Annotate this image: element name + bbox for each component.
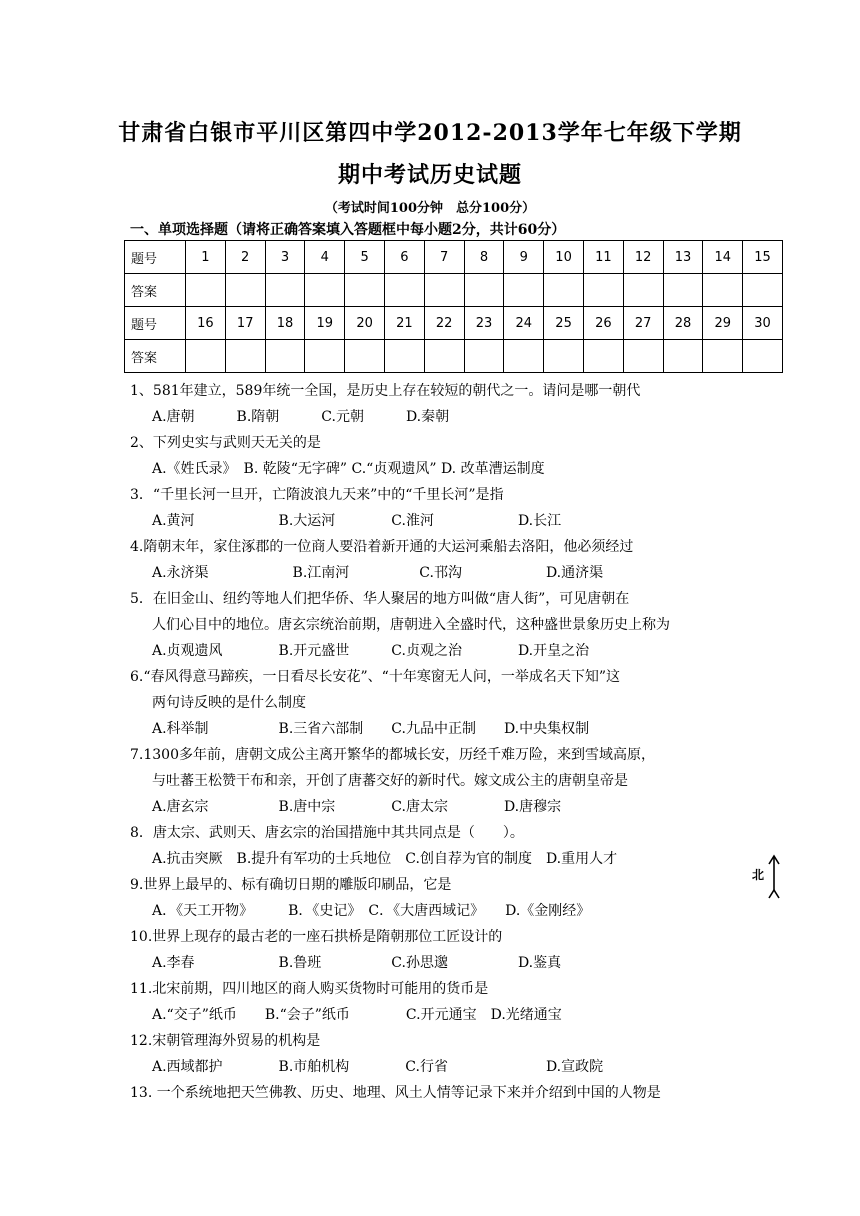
question-options: A.“交子”纸币 B.“会子”纸币 C.开元通宝 D.光绪通宝 [152, 1007, 562, 1023]
answer-cell[interactable] [544, 340, 584, 373]
title-line-2: 期中考试历史试题 [337, 162, 522, 188]
question-number-cell: 1 [186, 241, 226, 274]
answer-cell[interactable] [265, 274, 305, 307]
question-number-cell: 2 [225, 241, 265, 274]
question-item [130, 742, 770, 820]
question-number-cell: 5 [345, 241, 385, 274]
answer-cell[interactable] [186, 274, 226, 307]
compass-label: 北 [752, 868, 765, 882]
question-options: A.永济渠 B.江南河 C.邗沟 D.通济渠 [152, 565, 604, 581]
answer-cell[interactable] [186, 340, 226, 373]
answer-table [124, 240, 783, 373]
question-number-cell: 12 [623, 241, 663, 274]
question-options: A.李春 B.鲁班 C.孙思邈 D.鉴真 [152, 955, 562, 971]
question-options: A.《姓氏录》 B. 乾陵“无字碑” C.“贞观遗风” D. 改革漕运制度 [152, 461, 545, 477]
question-item [130, 664, 770, 742]
question-text: 6.“春风得意马蹄疾，一日看尽长安花”、“十年寒窗无人问，一举成名天下知”这 [130, 669, 620, 685]
answer-cell[interactable] [424, 340, 464, 373]
question-text: 两句诗反映的是什么制度 [152, 695, 306, 711]
question-number-cell: 10 [544, 241, 584, 274]
question-text: 12.宋朝管理海外贸易的机构是 [130, 1033, 321, 1049]
question-number-cell: 29 [703, 307, 743, 340]
question-number-cell: 8 [464, 241, 504, 274]
question-list [130, 378, 770, 1106]
question-number-cell: 17 [225, 307, 265, 340]
answer-cell[interactable] [743, 340, 783, 373]
table-row-numbers [125, 241, 783, 274]
question-item [130, 1028, 770, 1080]
question-options: A.贞观遗风 B.开元盛世 C.贞观之治 D.开皇之治 [152, 643, 590, 659]
question-text: 13. 一个系统地把天竺佛教、历史、地理、风土人情等记录下来并介绍到中国的人物是 [130, 1085, 661, 1101]
question-number-cell: 19 [305, 307, 345, 340]
answer-cell[interactable] [623, 340, 663, 373]
question-number-cell: 11 [583, 241, 623, 274]
question-number-cell: 25 [544, 307, 584, 340]
answer-cell[interactable] [345, 340, 385, 373]
question-options: A.黄河 B.大运河 C.淮河 D.长江 [152, 513, 562, 529]
question-item [130, 482, 770, 534]
question-number-cell: 14 [703, 241, 743, 274]
answer-cell[interactable] [703, 340, 743, 373]
question-number-cell: 7 [424, 241, 464, 274]
answer-cell[interactable] [583, 274, 623, 307]
answer-cell[interactable] [305, 274, 345, 307]
question-number-cell: 21 [384, 307, 424, 340]
question-item [130, 534, 770, 586]
question-text: 10.世界上现存的最古老的一座石拱桥是隋朝那位工匠设计的 [130, 929, 503, 945]
row-label-number: 题号 [125, 307, 186, 340]
question-item [130, 430, 770, 482]
question-text: 与吐蕃王松赞干布和亲，开创了唐蕃交好的新时代。嫁文成公主的唐朝皇帝是 [152, 773, 628, 789]
question-text: 9.世界上最早的、标有确切日期的雕版印刷品，它是 [130, 877, 452, 893]
question-number-cell: 15 [743, 241, 783, 274]
question-number-cell: 22 [424, 307, 464, 340]
question-text: 1、581年建立，589年统一全国，是历史上存在较短的朝代之一。请问是哪一朝代 [130, 383, 641, 399]
question-number-cell: 28 [663, 307, 703, 340]
question-number-cell: 30 [743, 307, 783, 340]
question-text: 8．唐太宗、武则天、唐玄宗的治国措施中其共同点是（ ）。 [130, 825, 524, 841]
question-options: A.唐朝 B.隋朝 C.元朝 D.秦朝 [152, 409, 450, 425]
answer-cell[interactable] [384, 340, 424, 373]
question-options: A.唐玄宗 B.唐中宗 C.唐太宗 D.唐穆宗 [152, 799, 562, 815]
answer-cell[interactable] [703, 274, 743, 307]
question-item [130, 924, 770, 976]
question-options: A.西域都护 B.市舶机构 C.行省 D.宣政院 [152, 1059, 604, 1075]
answer-cell[interactable] [663, 274, 703, 307]
answer-cell[interactable] [464, 274, 504, 307]
answer-cell[interactable] [663, 340, 703, 373]
question-number-cell: 9 [504, 241, 544, 274]
exam-info: （考试时间100分钟 总分100分） [324, 201, 536, 216]
question-text: 7.1300多年前，唐朝文成公主离开繁华的都城长安，历经千难万险，来到雪域高原， [130, 747, 655, 763]
answer-cell[interactable] [623, 274, 663, 307]
question-number-cell: 27 [623, 307, 663, 340]
question-number-cell: 18 [265, 307, 305, 340]
question-options: A.抗击突厥 B.提升有军功的士兵地位 C.创自荐为官的制度 D.重用人才 [152, 851, 618, 867]
row-label-answer: 答案 [125, 274, 186, 307]
question-text: 4.隋朝末年，家住涿郡的一位商人要沿着新开通的大运河乘船去洛阳，他必须经过 [130, 539, 634, 555]
question-options: A．《天工开物》 B．《史记》 C．《大唐西域记》 D.《金刚经》 [152, 903, 591, 919]
answer-cell[interactable] [225, 274, 265, 307]
answer-cell[interactable] [225, 340, 265, 373]
answer-cell[interactable] [265, 340, 305, 373]
answer-cell[interactable] [384, 274, 424, 307]
answer-cell[interactable] [504, 274, 544, 307]
answer-cell[interactable] [743, 274, 783, 307]
question-number-cell: 3 [265, 241, 305, 274]
question-text: 2、下列史实与武则天无关的是 [130, 435, 321, 451]
answer-cell[interactable] [305, 340, 345, 373]
question-text: 3．“千里长河一旦开，亡隋波浪九天来”中的“千里长河”是指 [130, 487, 504, 503]
question-item [130, 872, 770, 924]
question-number-cell: 4 [305, 241, 345, 274]
question-number-cell: 6 [384, 241, 424, 274]
answer-cell[interactable] [583, 340, 623, 373]
row-label-answer: 答案 [125, 340, 186, 373]
row-label-number: 题号 [125, 241, 186, 274]
answer-cell[interactable] [504, 340, 544, 373]
answer-cell[interactable] [464, 340, 504, 373]
question-number-cell: 23 [464, 307, 504, 340]
question-text: 5．在旧金山、纽约等地人们把华侨、华人聚居的地方叫做“唐人街”，可见唐朝在 [130, 591, 630, 607]
table-row-answers [125, 274, 783, 307]
table-row-answers [125, 340, 783, 373]
question-number-cell: 16 [186, 307, 226, 340]
question-item [130, 586, 770, 664]
table-row-numbers [125, 307, 783, 340]
question-number-cell: 26 [583, 307, 623, 340]
question-text: 11.北宋前期，四川地区的商人购买货物时可能用的货币是 [130, 981, 489, 997]
answer-cell[interactable] [424, 274, 464, 307]
title-line-1: 甘肃省白银市平川区第四中学2012-2013学年七年级下学期 [118, 120, 742, 146]
question-number-cell: 13 [663, 241, 703, 274]
section-header: 一、单项选择题（请将正确答案填入答题框中每小题2分，共计60分） [130, 222, 566, 238]
question-number-cell: 24 [504, 307, 544, 340]
question-number-cell: 20 [345, 307, 385, 340]
question-item [130, 378, 770, 430]
answer-cell[interactable] [345, 274, 385, 307]
question-options: A.科举制 B.三省六部制 C.九品中正制 D.中央集权制 [152, 721, 590, 737]
answer-cell[interactable] [544, 274, 584, 307]
question-item [130, 820, 770, 872]
question-item [130, 1080, 770, 1106]
question-item [130, 976, 770, 1028]
question-text: 人们心目中的地位。唐玄宗统治前期，唐朝进入全盛时代，这种盛世景象历史上称为 [152, 617, 670, 633]
